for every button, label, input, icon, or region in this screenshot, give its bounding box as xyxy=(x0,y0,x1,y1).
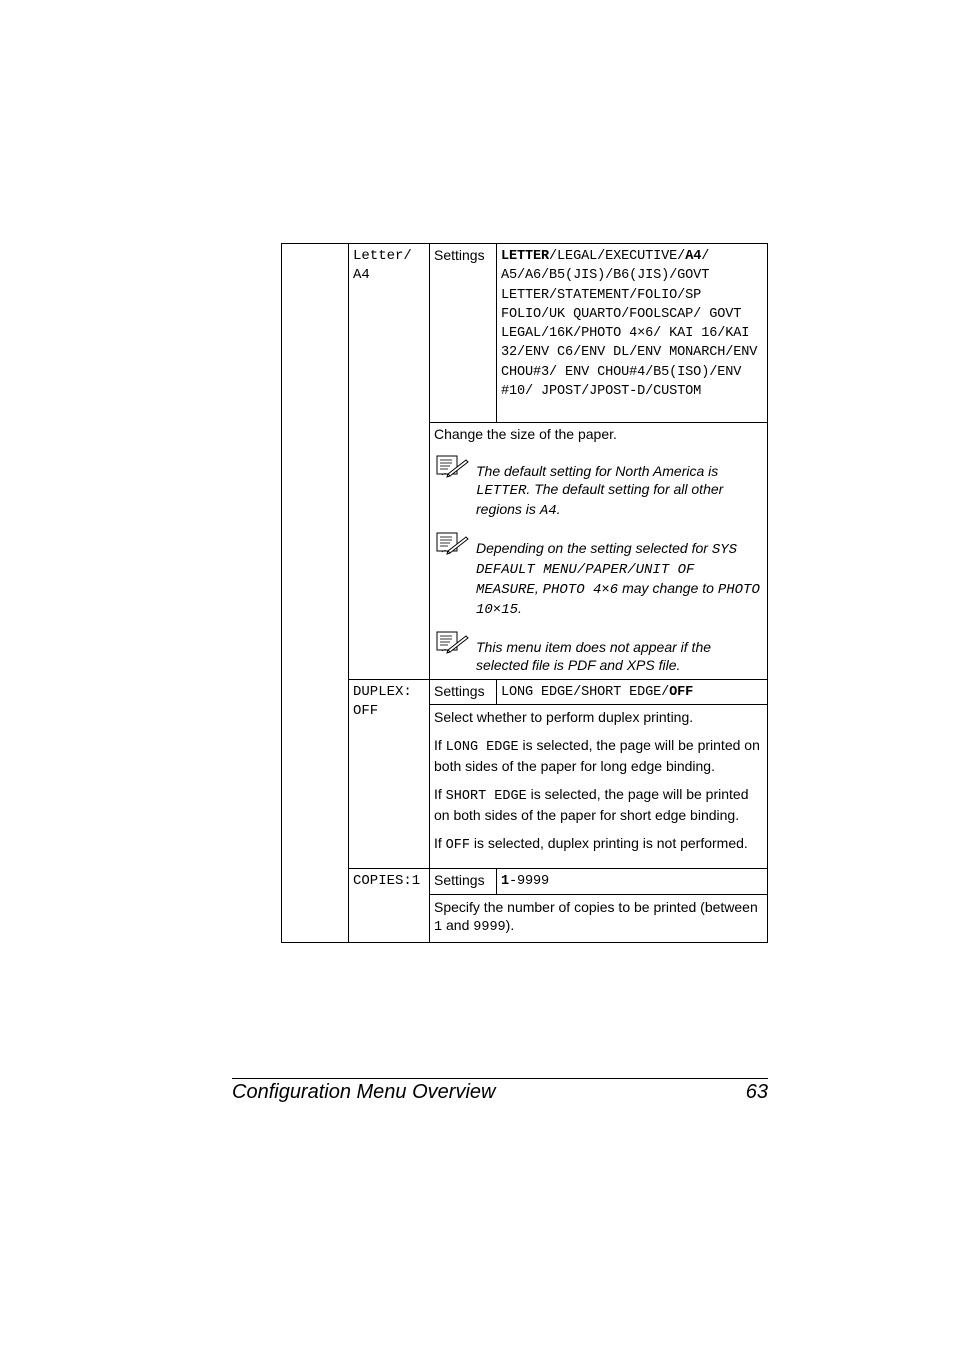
footer-title: Configuration Menu Overview xyxy=(232,1081,496,1103)
item-name: DUPLEX: OFF xyxy=(353,684,412,719)
settings-values-cell xyxy=(497,244,768,423)
settings-label: Settings xyxy=(434,683,485,699)
description-text: If OFF is selected, duplex printing is not performed. xyxy=(434,835,748,854)
note xyxy=(436,455,764,520)
note xyxy=(436,532,764,619)
value-default: 1 xyxy=(501,874,510,890)
note-pencil-icon xyxy=(436,631,476,674)
description-cell xyxy=(430,423,768,680)
settings-values-cell xyxy=(497,869,768,894)
description-text: Specify the number of copies to be printed (between 1 and 9999). xyxy=(434,898,758,935)
note-pencil-icon xyxy=(436,532,476,619)
settings-label-cell xyxy=(430,244,497,423)
description-cell xyxy=(430,894,768,942)
settings-values: LONG EDGE/SHORT EDGE/OFF xyxy=(501,685,694,700)
value-text: /LEGAL/EXECUTIVE/ xyxy=(549,249,686,264)
note-text: This menu item does not appear if the selected file is PDF and XPS file. xyxy=(476,639,712,673)
description-text: Select whether to perform duplex printing. xyxy=(434,709,694,726)
note-text: The default setting for North America is LETTER. The default setting for all other regions is A4. xyxy=(476,463,724,519)
settings-values-cell xyxy=(497,680,768,705)
value-default: OFF xyxy=(669,685,694,700)
item-name: COPIES:1 xyxy=(353,873,421,890)
page-number: 63 xyxy=(745,1081,768,1103)
footer-rule xyxy=(232,1078,768,1079)
description-text: Change the size of the paper. xyxy=(434,426,617,442)
item-cell-copies xyxy=(349,869,430,942)
note xyxy=(436,631,764,674)
note-pencil-icon xyxy=(436,455,476,520)
item-name: Letter/ A4 xyxy=(353,248,412,283)
menu-group-cell xyxy=(282,244,349,943)
note-text: Depending on the setting selected for SYS DEFAULT MENU/PAPER/UNIT OF MEASURE, PHOTO 4×6 may change to PHOTO 10×15. xyxy=(476,540,760,618)
description-text: If SHORT EDGE is selected, the page will be printed on both sides of the paper for short edge binding. xyxy=(434,786,749,824)
settings-label-cell xyxy=(430,869,497,894)
settings-label: Settings xyxy=(434,247,485,263)
value-text: / A5/A6/B5(JIS)/B6(JIS)/GOVT LETTER/STATEMENT/FOLIO/SP FOLIO/UK QUARTO/FOOLSCAP/ GOVT LEGAL/16K/PHOTO 4×6/ KAI 16/KAI 32/ENV C6/ENV DL/ENV MONARCH/ENV CHOU#3/ ENV CHOU#4/B5(ISO)/ENV #10/ JPOST/JPOST-D/CUSTOM xyxy=(501,249,758,400)
settings-label-cell xyxy=(430,680,497,705)
description-text: If LONG EDGE is selected, the page will be printed on both sides of the paper for long edge binding. xyxy=(434,737,760,775)
value-default: LETTER xyxy=(501,249,550,264)
item-cell-letter xyxy=(349,244,430,680)
settings-values xyxy=(497,244,767,403)
item-cell-duplex xyxy=(349,680,430,869)
config-table xyxy=(281,243,768,943)
settings-label: Settings xyxy=(434,872,485,889)
settings-values: 1-9999 xyxy=(501,874,550,890)
description-cell xyxy=(430,705,768,869)
value-default: A4 xyxy=(685,249,702,264)
